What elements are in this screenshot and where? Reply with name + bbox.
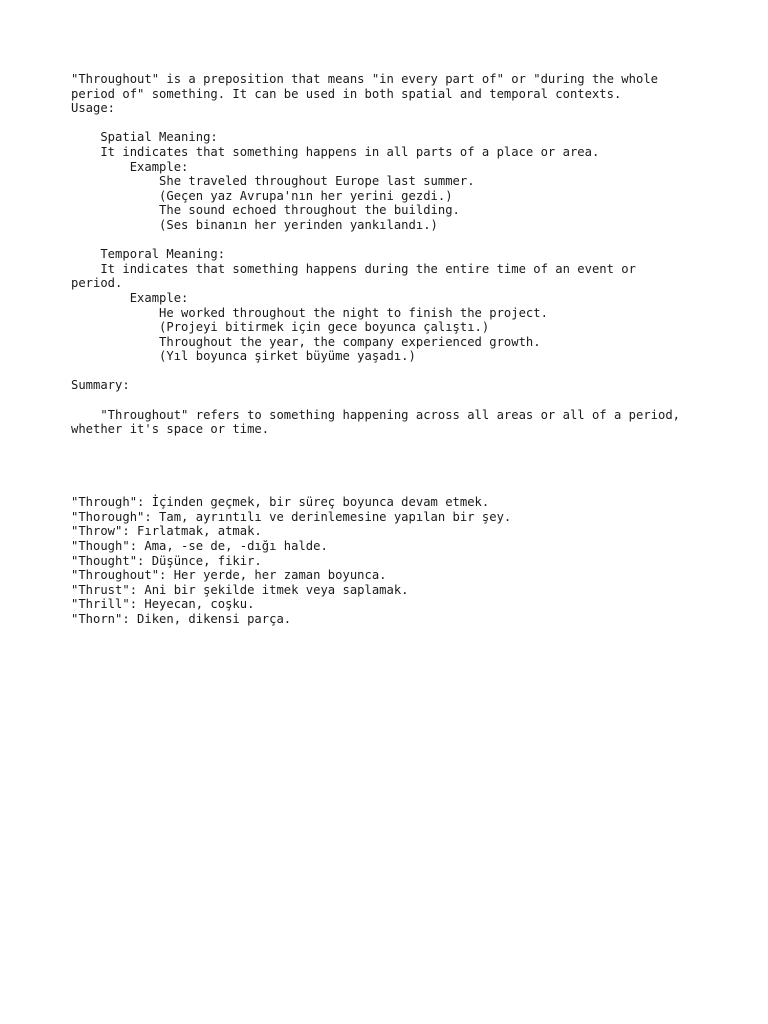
- temporal-example-translation: (Yıl boyunca şirket büyüme yaşadı.): [71, 349, 416, 364]
- temporal-heading: Temporal Meaning:: [71, 247, 226, 262]
- temporal-example-translation: (Projeyi bitirmek için gece boyunca çalıştı.): [71, 320, 490, 335]
- glossary-item: "Thorough": Tam, ayrıntılı ve derinlemesine yapılan bir şey.: [71, 509, 512, 524]
- summary-text: "Throughout" refers to something happening across all areas or all of a period,: [71, 407, 681, 422]
- spatial-example-label: Example:: [71, 159, 189, 174]
- temporal-example: He worked throughout the night to finish the project.: [71, 305, 548, 320]
- intro-line: period of" something. It can be used in both spatial and temporal contexts.: [71, 86, 622, 101]
- glossary-list: [71, 495, 711, 626]
- glossary-item: "Through": İçinden geçmek, bir süreç boyunca devam etmek.: [71, 495, 490, 510]
- glossary-item: "Thought": Düşünce, fikir.: [71, 553, 262, 568]
- summary-section: [71, 378, 711, 436]
- temporal-section: [71, 247, 711, 364]
- glossary-item: "Thrill": Heyecan, coşku.: [71, 597, 255, 612]
- spatial-section: [71, 130, 711, 232]
- glossary-item: "Thrust": Ani bir şekilde itmek veya saplamak.: [71, 582, 409, 597]
- spatial-description: It indicates that something happens in all parts of a place or area.: [71, 144, 600, 159]
- glossary-item: "Throughout": Her yerde, her zaman boyunca.: [71, 568, 387, 583]
- spatial-example-translation: (Ses binanın her yerinden yankılandı.): [71, 217, 438, 232]
- usage-heading: Usage:: [71, 101, 116, 116]
- temporal-example-label: Example:: [71, 290, 189, 305]
- glossary-item: "Though": Ama, -se de, -dığı halde.: [71, 539, 328, 554]
- glossary-item: "Thorn": Diken, dikensi parça.: [71, 611, 292, 626]
- intro-line: "Throughout" is a preposition that means "in every part of" or "during the whole: [71, 72, 658, 86]
- spatial-example-translation: (Geçen yaz Avrupa'nın her yerini gezdi.): [71, 188, 453, 203]
- temporal-description: period.: [71, 276, 123, 291]
- document-page: [71, 72, 711, 627]
- spatial-example: The sound echoed throughout the building.: [71, 203, 460, 218]
- summary-heading: Summary:: [71, 378, 130, 393]
- temporal-example: Throughout the year, the company experienced growth.: [71, 334, 541, 349]
- spatial-example: She traveled throughout Europe last summer.: [71, 174, 475, 189]
- glossary-item: "Throw": Fırlatmak, atmak.: [71, 524, 262, 539]
- temporal-description: It indicates that something happens during the entire time of an event or: [71, 261, 636, 276]
- summary-text: whether it's space or time.: [71, 422, 270, 437]
- spatial-heading: Spatial Meaning:: [71, 130, 218, 145]
- intro-section: [71, 72, 711, 116]
